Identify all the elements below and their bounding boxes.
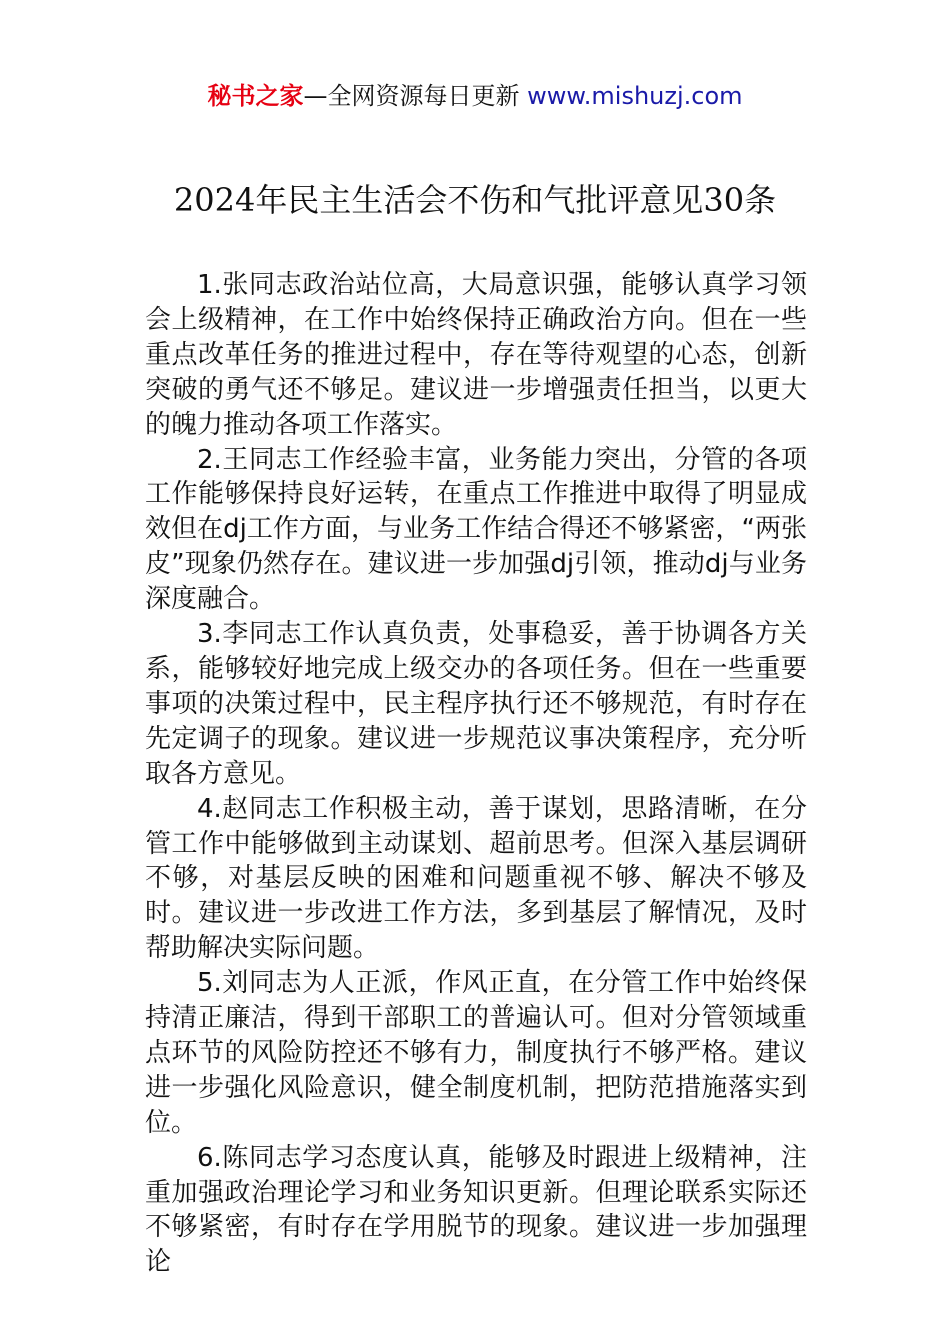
site-header [0, 80, 950, 112]
paragraph-5: 5.刘同志为人正派，作风正直，在分管工作中始终保持清正廉洁，得到干部职工的普遍认可。但对分管领域重点环节的风险防控还不够有力，制度执行不够严格。建议进一步强化风险意识，健全制度机制，把防范措施落实到位。 [145, 968, 807, 1138]
document-title: 2024年民主生活会不伤和气批评意见30条 [173, 181, 777, 219]
paragraph-2: 2.王同志工作经验丰富，业务能力突出，分管的各项工作能够保持良好运转，在重点工作推进中取得了明显成效但在dj工作方面，与业务工作结合得还不够紧密，“两张皮”现象仍然存在。建议进一步加强dj引领，推动dj与业务深度融合。 [145, 444, 807, 615]
site-url-link[interactable]: www.mishuzj.com [527, 82, 743, 110]
paragraph-4: 4.赵同志工作积极主动，善于谋划，思路清晰，在分管工作中能够做到主动谋划、超前思考。但深入基层调研不够，对基层反映的困难和问题重视不够、解决不够及时。建议进一步改进工作方法，多到基层了解情况，及时帮助解决实际问题。 [145, 793, 807, 964]
paragraph-3: 3.李同志工作认真负责，处事稳妥，善于协调各方关系，能够较好地完成上级交办的各项任务。但在一些重要事项的决策过程中，民主程序执行还不够规范，有时存在先定调子的现象。建议进一步规范议事决策程序，充分听取各方意见。 [145, 619, 807, 789]
brand-name: 秘书之家 [207, 82, 304, 110]
document-body [145, 268, 807, 1280]
paragraph-6: 6.陈同志学习态度认真，能够及时跟进上级精神，注重加强政治理论学习和业务知识更新。但理论联系实际还不够紧密，有时存在学用脱节的现象。建议进一步加强理论 [145, 1142, 807, 1278]
header-tagline: —全网资源每日更新 [303, 82, 520, 110]
paragraph-1: 1.张同志政治站位高，大局意识强，能够认真学习领会上级精神，在工作中始终保持正确政治方向。但在一些重点改革任务的推进过程中，存在等待观望的心态，创新突破的勇气还不够足。建议进一步增强责任担当，以更大的魄力推动各项工作落实。 [145, 270, 807, 440]
